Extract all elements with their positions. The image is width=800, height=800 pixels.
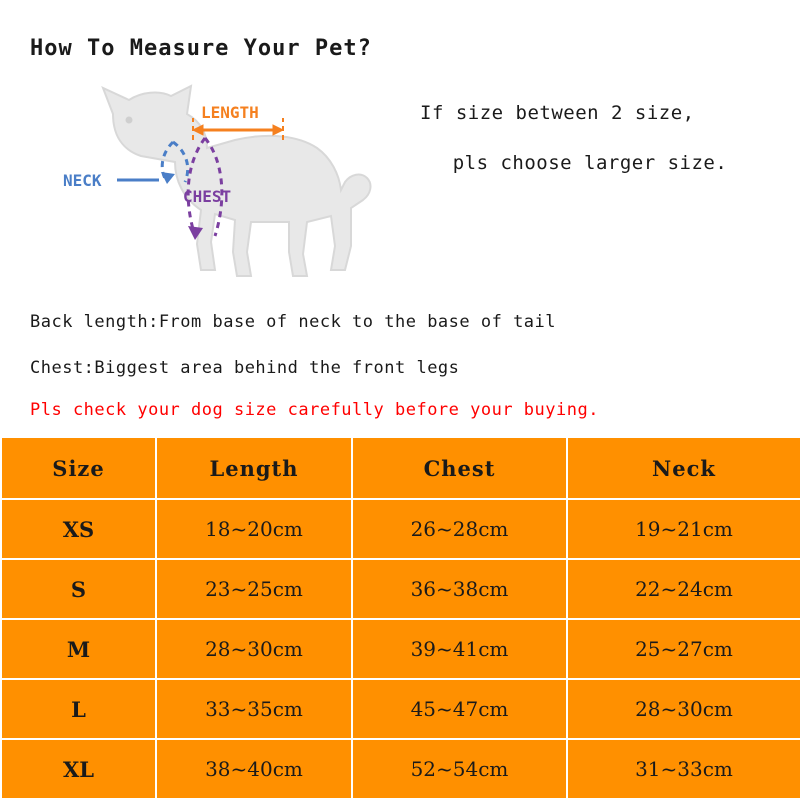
cell-length: 38~40cm: [156, 739, 352, 799]
page-title: How To Measure Your Pet?: [30, 36, 372, 61]
cell-neck: 28~30cm: [567, 679, 800, 739]
cell-neck: 19~21cm: [567, 499, 800, 559]
table-row: [1, 559, 800, 619]
cell-length: 33~35cm: [156, 679, 352, 739]
cell-chest: 52~54cm: [352, 739, 567, 799]
table-row: [1, 679, 800, 739]
table-row: [1, 619, 800, 679]
table-row: [1, 499, 800, 559]
cell-size: L: [1, 679, 156, 739]
cell-size: M: [1, 619, 156, 679]
back-length-description: Back length:From base of neck to the base of tail: [30, 312, 557, 332]
cell-length: 18~20cm: [156, 499, 352, 559]
chest-label: CHEST: [183, 187, 232, 206]
neck-arrow-head: [161, 172, 175, 184]
size-table: [0, 436, 800, 800]
size-advice-line-1: If size between 2 size,: [420, 102, 695, 124]
cell-length: 23~25cm: [156, 559, 352, 619]
cell-chest: 39~41cm: [352, 619, 567, 679]
column-header-size: Size: [1, 437, 156, 499]
cell-size: XS: [1, 499, 156, 559]
neck-label: NECK: [63, 171, 102, 190]
table-header-row: [1, 437, 800, 499]
column-header-neck: Neck: [567, 437, 800, 499]
column-header-chest: Chest: [352, 437, 567, 499]
cell-size: XL: [1, 739, 156, 799]
size-advice-line-2: pls choose larger size.: [452, 152, 728, 174]
column-header-length: Length: [156, 437, 352, 499]
cell-length: 28~30cm: [156, 619, 352, 679]
cell-neck: 25~27cm: [567, 619, 800, 679]
cell-neck: 22~24cm: [567, 559, 800, 619]
cell-chest: 26~28cm: [352, 499, 567, 559]
size-advice-note: [420, 88, 790, 188]
cell-chest: 45~47cm: [352, 679, 567, 739]
cell-neck: 31~33cm: [567, 739, 800, 799]
length-label: LENGTH: [201, 103, 259, 122]
table-row: [1, 739, 800, 799]
size-warning-text: Pls check your dog size carefully before your buying.: [30, 400, 599, 420]
cell-chest: 36~38cm: [352, 559, 567, 619]
chest-description: Chest:Biggest area behind the front legs: [30, 358, 460, 378]
dog-measurement-diagram: [55, 70, 415, 300]
cell-size: S: [1, 559, 156, 619]
